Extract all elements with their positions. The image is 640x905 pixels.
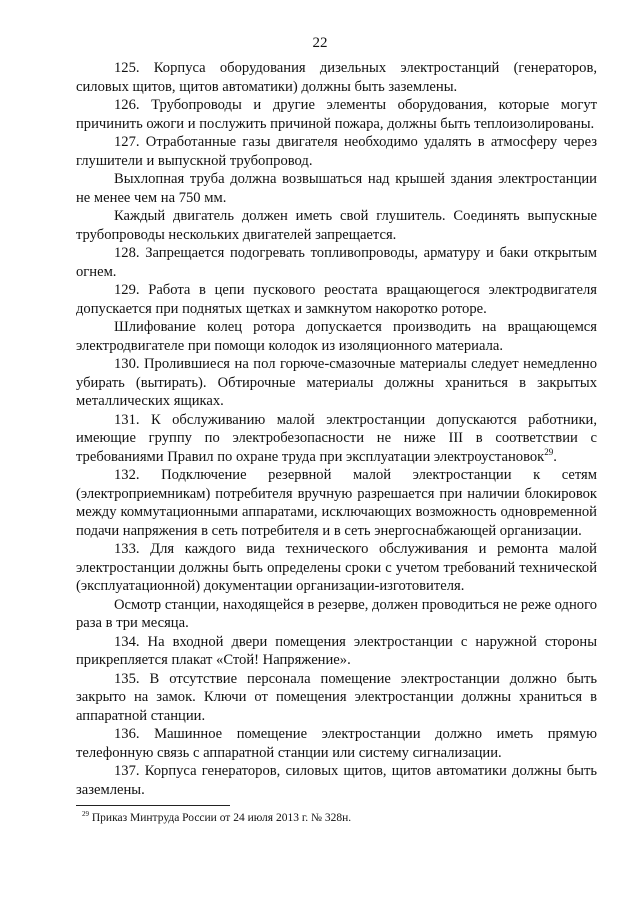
- footnote-text: Приказ Минтруда России от 24 июля 2013 г. № 328н.: [91, 812, 352, 824]
- paragraph: 132. Подключение резервной малой электростанции к сетям (электроприемникам) потребителя вручную разрешается при наличии блокировок между коммутационными аппаратами, исключающих возможность одновременной подачи напряжения в сеть потребителя и в сеть энергоснабжающей организации.: [76, 467, 597, 539]
- footnote-marker: 29: [82, 810, 89, 819]
- footnote: [76, 811, 597, 825]
- page-number: 22: [312, 35, 328, 51]
- paragraph: 129. Работа в цепи пускового реостата вращающегося электродвигателя допускается при поднятых щетках и замкнутом накоротко роторе.: [76, 282, 597, 317]
- footnote-divider: [76, 805, 230, 806]
- paragraph: 131. К обслуживанию малой электростанции допускаются работники, имеющие группу по электробезопасности не ниже III в соответствии с требованиями Правил по охране труда при эксплуатации электроустановок$^{29}$.: [76, 411, 597, 465]
- paragraph: 126. Трубопроводы и другие элементы оборудования, которые могут причинить ожоги и послужить причиной пожара, должны быть теплоизолированы.: [76, 97, 597, 132]
- paragraph: Выхлопная труба должна возвышаться над крышей здания электростанции не менее чем на 750 мм.: [76, 171, 597, 206]
- paragraph: 130. Пролившиеся на пол горюче-смазочные материалы следует немедленно убирать (вытирать). Обтирочные материалы должны храниться в закрытых металлических ящиках.: [76, 356, 597, 409]
- paragraph: Осмотр станции, находящейся в резерве, должен проводиться не реже одного раза в три месяца.: [76, 596, 597, 631]
- paragraph: 134. На входной двери помещения электростанции с наружной стороны прикрепляется плакат «Стой! Напряжение».: [76, 633, 597, 668]
- paragraph: 133. Для каждого вида технического обслуживания и ремонта малой электростанции должны быть определены сроки с учетом требований технической (эксплуатационной) документации организации-изготовителя.: [76, 541, 597, 594]
- paragraph: 128. Запрещается подогревать топливопроводы, арматуру и баки открытым огнем.: [76, 245, 597, 280]
- body-text: [76, 59, 597, 799]
- paragraph: 135. В отсутствие персонала помещение электростанции должно быть закрыто на замок. Ключи от помещения электростанции должны храниться в аппаратной станции.: [76, 670, 597, 724]
- paragraph: 137. Корпуса генераторов, силовых щитов, щитов автоматики должны быть заземлены.: [76, 763, 597, 798]
- paragraph: 125. Корпуса оборудования дизельных электростанций (генераторов, силовых щитов, щитов автоматики) должны быть заземлены.: [76, 60, 597, 95]
- paragraph: 127. Отработанные газы двигателя необходимо удалять в атмосферу через глушители и выпускной трубопровод.: [76, 134, 597, 169]
- paragraph: Шлифование колец ротора допускается производить на вращающемся электродвигателе при помощи колодок из изоляционного материала.: [76, 319, 597, 354]
- footnote-reference[interactable]: 29: [544, 446, 554, 457]
- paragraph: 136. Машинное помещение электростанции должно иметь прямую телефонную связь с аппаратной станции или систему сигнализации.: [76, 726, 597, 761]
- paragraph: Каждый двигатель должен иметь свой глушитель. Соединять выпускные трубопроводы нескольких двигателей запрещается.: [76, 208, 597, 243]
